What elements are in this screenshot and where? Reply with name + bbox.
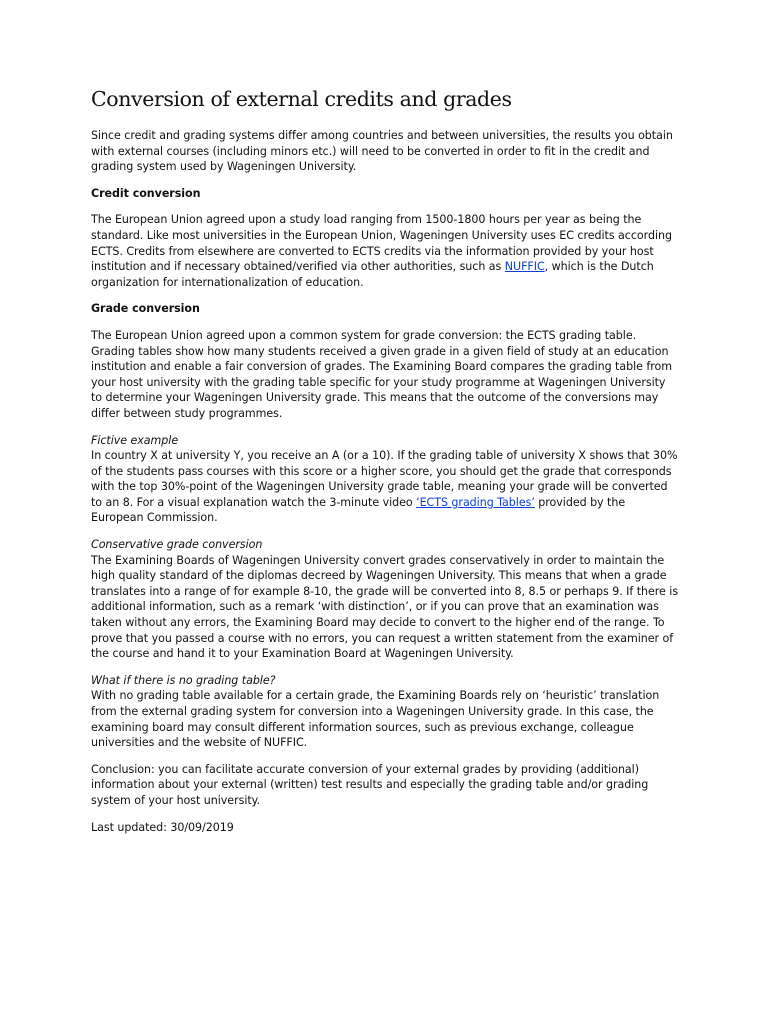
fictive-example-subheading: Fictive example (91, 433, 179, 447)
conservative-conversion-text: The Examining Boards of Wageningen University convert grades conservatively in order to maintain the high quality standard of the diplomas decreed by Wageningen University. This means that when a grade translates into a range of for example 8-10, the grade will be converted into 8, 8.5 or perhaps 9. If there is additional information, such as a remark ‘with distinction’, or if you can prove that an examination was taken without any errors, the Examining Board may decide to convert to the higher end of the range. To prove that you passed a course with no errors, you can request a written statement from the examiner of the course and hand it to your Examination Board at Wageningen University. (91, 553, 679, 661)
ects-grading-tables-link[interactable]: ‘ECTS grading Tables’ (416, 495, 535, 509)
fictive-example-block (91, 433, 679, 527)
page-title: Conversion of external credits and grades (91, 87, 512, 111)
document-page (91, 86, 679, 846)
grade-conversion-paragraph: The European Union agreed upon a common system for grade conversion: the ECTS grading table. Grading tables show how many students received a given grade in a given field of study at an education institution and enable a fair conversion of grades. The Examining Board compares the grading table from your host university with the grading table specific for your study programme at Wageningen University to determine your Wageningen University grade. This means that the outcome of the conversions may differ between study programmes. (91, 328, 672, 420)
credit-text-before-link: The European Union agreed upon a study load ranging from 1500-1800 hours per year as being the standard. Like most universities in the European Union, Wageningen University uses EC credits according ECTS. Credits from elsewhere are converted to ECTS credits via the information provided by your host institution and if necessary obtained/verified via other authorities, such as (91, 213, 672, 274)
conservative-conversion-subheading: Conservative grade conversion (91, 538, 263, 552)
fictive-text-before-link: In country X at university Y, you receive an A (or a 10). If the grading table of university X shows that 30% of the students pass courses with this score or a higher score, you should get the grade that corresponds with the top 30%-point of the Wageningen University grade table, meaning your grade will be converted to an 8. For a visual explanation watch the 3-minute video (91, 449, 678, 509)
intro-paragraph: Since credit and grading systems differ among countries and between universities, the results you obtain with external courses (including minors etc.) will need to be converted in order to fit in the credit and grading system used by Wageningen University. (91, 129, 673, 174)
nuffic-link[interactable]: NUFFIC (504, 260, 545, 274)
fictive-text-after-link: provided by the European Commission. (91, 495, 626, 525)
no-grading-table-text: With no grading table available for a certain grade, the Examining Boards rely on ‘heuristic’ translation from the external grading system for conversion into a Wageningen University grade. In this case, the examining board may consult different information sources, such as previous exchange, colleague universities and the website of NUFFIC. (91, 689, 660, 750)
grade-conversion-heading: Grade conversion (91, 302, 200, 316)
no-grading-table-subheading: What if there is no grading table? (91, 673, 276, 687)
conservative-conversion-block (91, 537, 679, 662)
credit-conversion-heading: Credit conversion (91, 186, 201, 200)
credit-text-after-link: , which is the Dutch organization for internationalization of education. (91, 260, 654, 289)
credit-conversion-paragraph (91, 212, 679, 290)
last-updated: Last updated: 30/09/2019 (91, 820, 234, 834)
no-grading-table-block (91, 673, 679, 751)
conclusion-paragraph: Conclusion: you can facilitate accurate conversion of your external grades by providing (additional) information about your external (written) test results and especially the grading table and/or grading system of your host university. (91, 762, 649, 807)
